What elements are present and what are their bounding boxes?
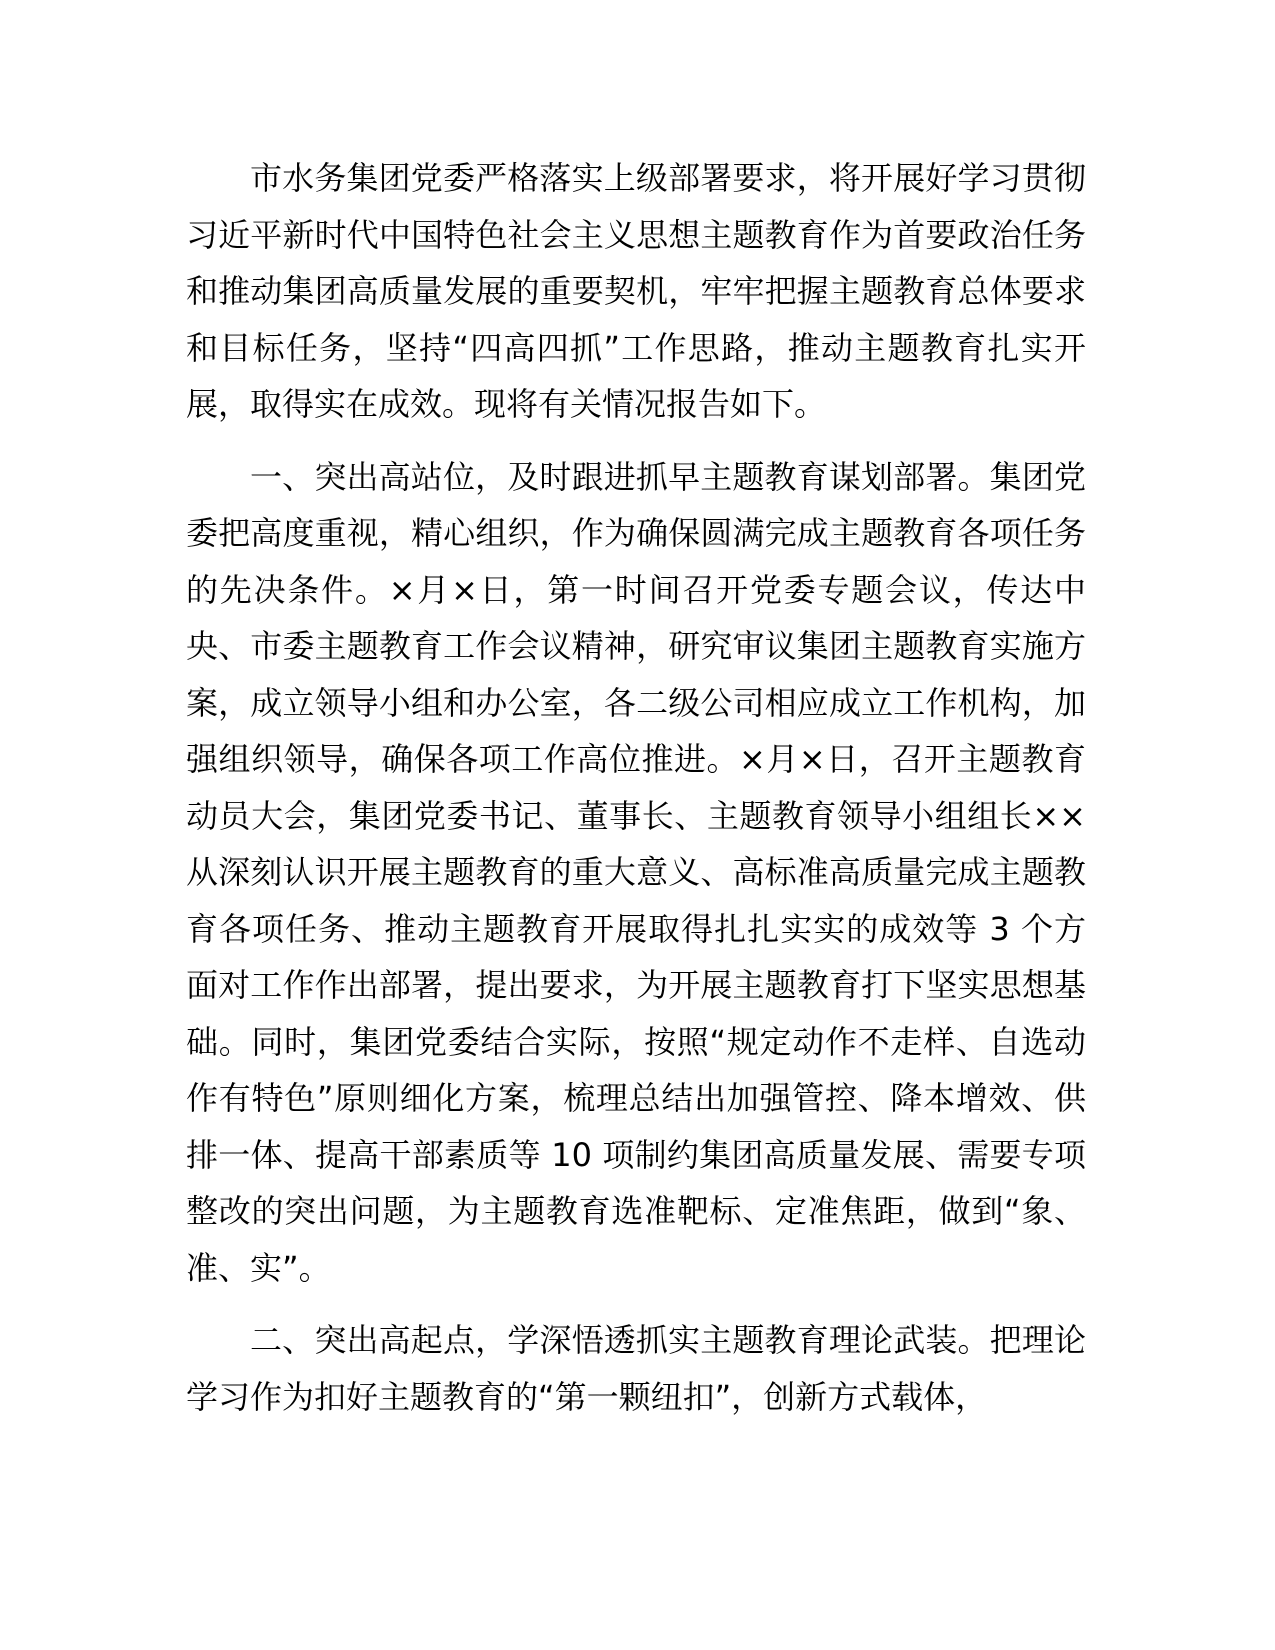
document-body (186, 150, 1086, 1425)
section-one-paragraph: 一、突出高站位，及时跟进抓早主题教育谋划部署。集团党委把高度重视，精心组织，作为确保圆满完成主题教育各项任务的先决条件。×月×日，第一时间召开党委专题会议，传达中央、市委主题教育工作会议精神，研究审议集团主题教育实施方案，成立领导小组和办公室，各二级公司相应成立工作机构，加强组织领导，确保各项工作高位推进。×月×日，召开主题教育动员大会，集团党委书记、董事长、主题教育领导小组组长××从深刻认识开展主题教育的重大意义、高标准高质量完成主题教育各项任务、推动主题教育开展取得扎扎实实的成效等 3 个方面对工作作出部署，提出要求，为开展主题教育打下坚实思想基础。同时，集团党委结合实际，按照“规定动作不走样、自选动作有特色”原则细化方案，梳理总结出加强管控、降本增效、供排一体、提高干部素质等 10 项制约集团高质量发展、需要专项整改的突出问题，为主题教育选准靶标、定准焦距，做到“象、准、实”。 (186, 457, 1086, 1287)
intro-paragraph: 市水务集团党委严格落实上级部署要求，将开展好学习贯彻习近平新时代中国特色社会主义思想主题教育作为首要政治任务和推动集团高质量发展的重要契机，牢牢把握主题教育总体要求和目标任务，坚持“四高四抓”工作思路，推动主题教育扎实开展，取得实在成效。现将有关情况报告如下。 (186, 159, 1086, 423)
section-two-paragraph: 二、突出高起点，学深悟透抓实主题教育理论武装。把理论学习作为扣好主题教育的“第一颗纽扣”，创新方式载体， (186, 1321, 1086, 1416)
